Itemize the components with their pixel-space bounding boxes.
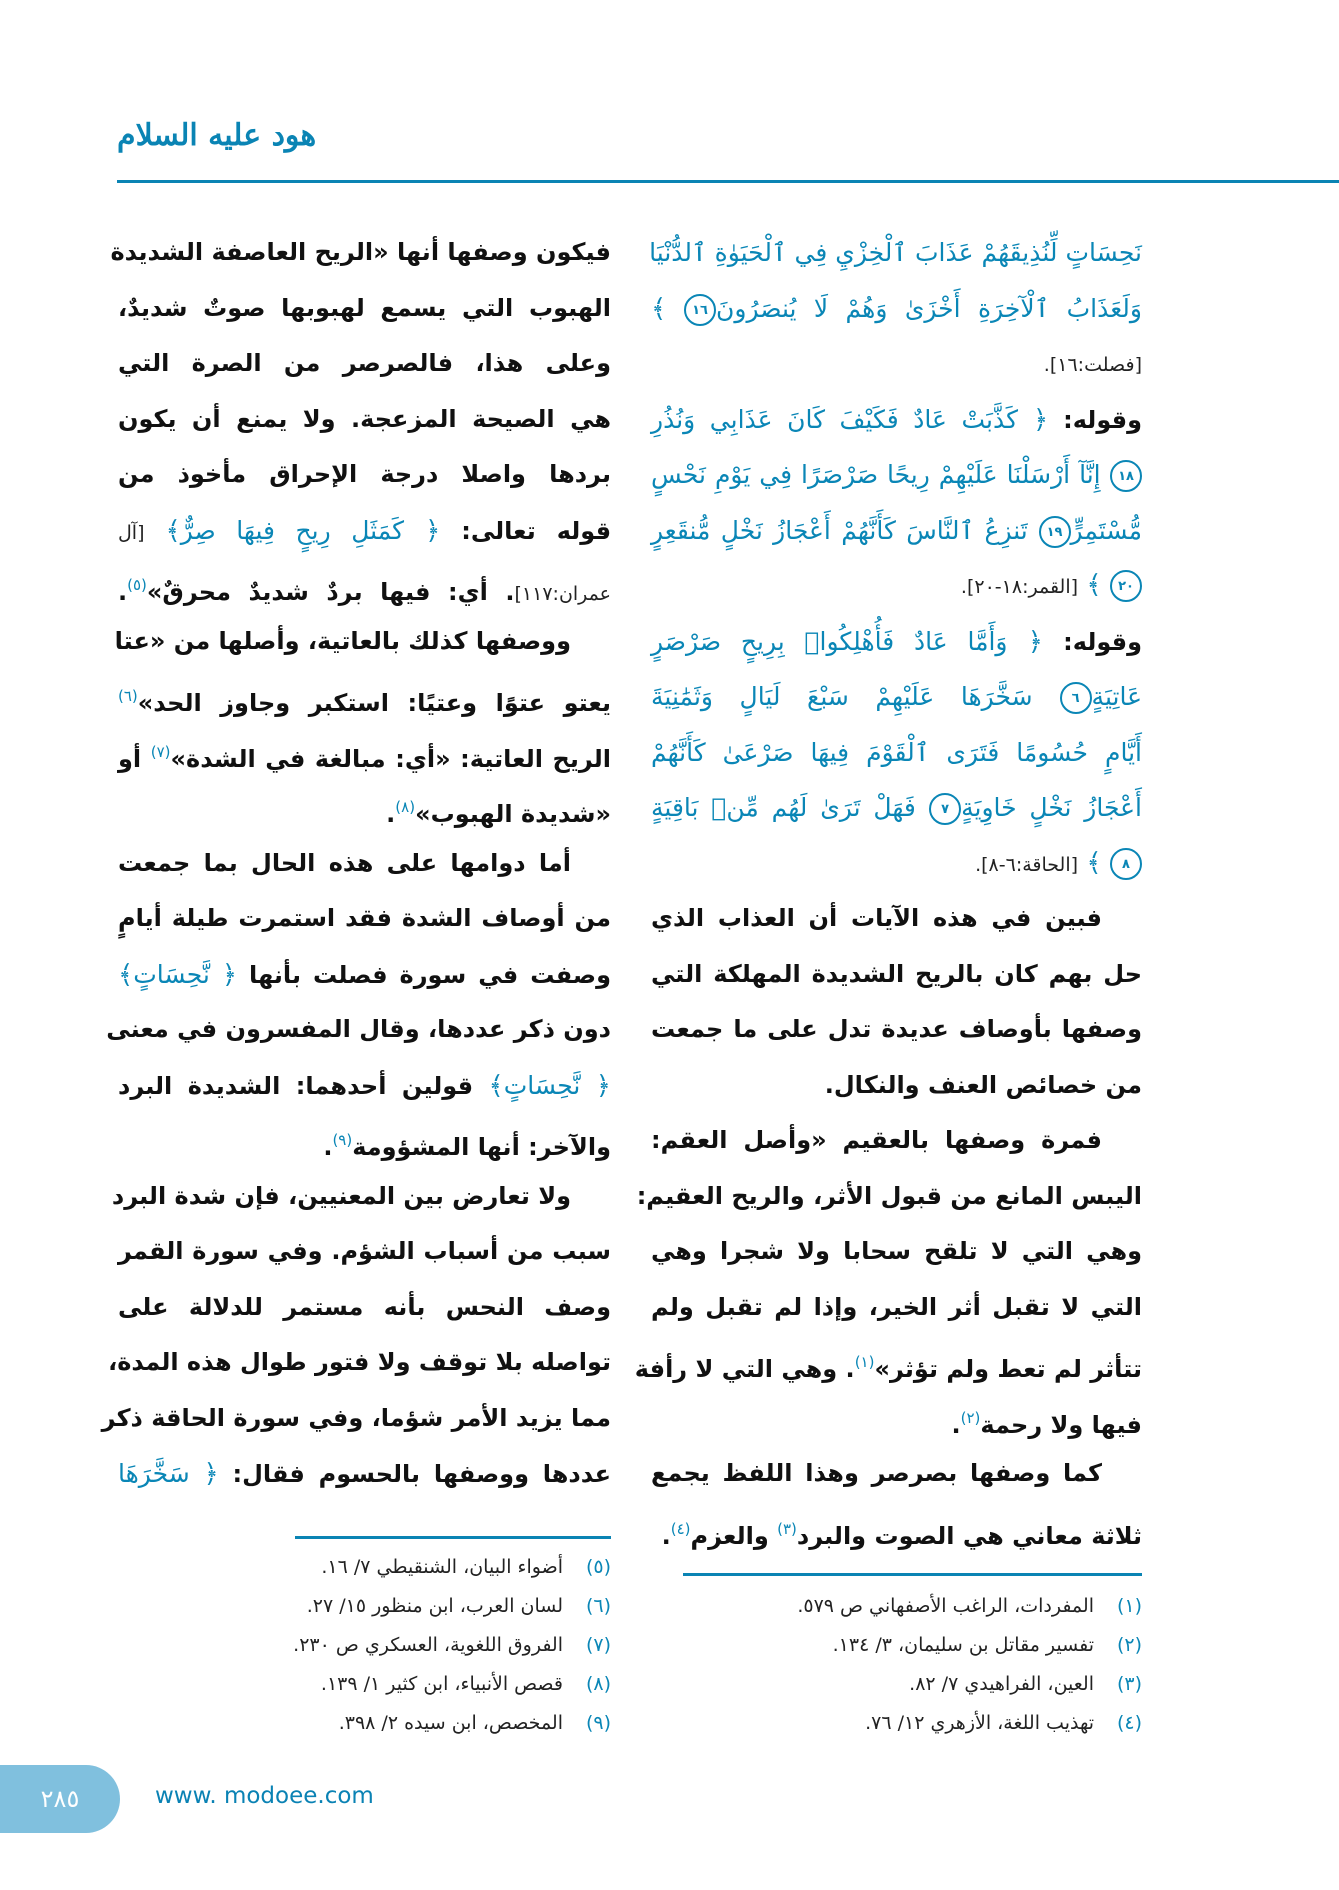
text-line <box>106 1002 611 1058</box>
text-line <box>118 725 611 781</box>
footnote-text: أضواء البيان، الشنقيطي ٧/ ١٦. <box>321 1556 563 1578</box>
footnote-number: (٤) <box>1116 1712 1142 1734</box>
text-line <box>651 836 1142 892</box>
quran-verse-text: كَذَّبَتْ عَادٌ فَكَيْفَ كَانَ عَذَابِي وَنُذُرِ <box>651 404 1018 434</box>
quran-verse-text: فَهَلْ تَرَىٰ لَهُم مِّنۢ بَاقِيَةٍ <box>651 793 916 822</box>
body-text: كما وصفها بصرصر وهذا اللفظ يجمع <box>651 1459 1102 1487</box>
text-line <box>634 1335 1142 1391</box>
footnote-number: (٢) <box>1116 1634 1142 1656</box>
ornate-bracket-icon: ﴿ <box>221 959 238 990</box>
quran-verse-text: سَخَّرَهَا عَلَيْهِمْ سَبْعَ لَيَالٍ وَثَمَٰنِيَةَ <box>651 682 1033 711</box>
verse-reference: [القمر:١٨-٢٠]. <box>960 576 1079 598</box>
body-text: عددها ووصفها بالحسوم فقال: <box>218 1460 611 1488</box>
footnote-number: (٦) <box>585 1595 611 1617</box>
footnote <box>118 1704 611 1743</box>
header-divider <box>117 180 1339 183</box>
text-line <box>651 1391 1142 1447</box>
quran-verse-text: أَعْجَازُ نَخْلٍ خَاوِيَةٍ <box>961 793 1142 822</box>
text-line <box>118 836 611 892</box>
right-text-column <box>634 225 1143 1557</box>
footnote-text: لسان العرب، ابن منظور ١٥/ ٢٧. <box>306 1595 563 1617</box>
ayah-number-marker: ١٦ <box>684 294 716 326</box>
footnote-text: المفردات، الراغب الأصفهاني ص ٥٧٩. <box>797 1595 1094 1617</box>
footnote-marker: (٧) <box>150 742 171 761</box>
text-line <box>118 1113 611 1169</box>
text-line <box>101 1391 611 1447</box>
footnote-marker: (٩) <box>332 1131 353 1149</box>
body-text: تتأثر لم تعط ولم تؤثر» <box>874 1355 1142 1383</box>
body-text: الهبوب التي يسمع لهبوبها صوتٌ شديدٌ، <box>118 293 611 322</box>
body-text: فيها ولا رحمة <box>980 1410 1142 1439</box>
ayah-number-marker: ٨ <box>1110 848 1142 880</box>
body-text: ولا تعارض بين المعنيين، فإن شدة البرد <box>111 1181 571 1210</box>
footnote <box>651 1587 1142 1626</box>
footnote-text: المخصص، ابن سيده ٢/ ٣٩٨. <box>338 1712 563 1734</box>
body-text: الريح العاتية: «أي: مبالغة في الشدة» <box>170 744 611 773</box>
text-line <box>108 1335 611 1391</box>
footnote-marker: (٥) <box>127 576 147 594</box>
text-line <box>118 1058 611 1114</box>
ornate-bracket-icon: ﴿ <box>425 515 441 546</box>
ornate-bracket-icon: ﴿ <box>1027 626 1043 657</box>
body-text: والعزم <box>690 1521 778 1550</box>
ornate-bracket-icon: ﴾ <box>165 515 181 546</box>
ornate-bracket-icon: ﴿ <box>203 1459 219 1489</box>
text-line <box>118 392 611 448</box>
text-line <box>651 281 1142 337</box>
footnote <box>118 1548 611 1587</box>
body-text: وصفها بأوصاف عديدة تدل على ما جمعت <box>651 1015 1142 1043</box>
text-line <box>651 947 1142 1003</box>
footnote-divider-right <box>683 1573 1142 1576</box>
footnote-marker: (٤) <box>670 1519 691 1538</box>
text-line <box>651 392 1142 448</box>
body-text: . <box>386 800 396 828</box>
quran-verse-text: أَيَّامٍ حُسُومًا فَتَرَى ٱلْقَوْمَ فِيهَا صَرْعَىٰ كَأَنَّهُمْ <box>651 737 1142 767</box>
page-number-badge: ٢٨٥ <box>0 1765 120 1833</box>
body-text: تواصله بلا توقف ولا فتور طوال هذه المدة، <box>108 1348 611 1376</box>
footnote-text: الفروق اللغوية، العسكري ص ٢٣٠. <box>293 1634 563 1656</box>
body-text: أو <box>118 744 151 773</box>
quran-verse-text: وَأَمَّا عَادٌ فَأُهْلِكُوا۟ بِرِيحٍ صَرْصَرٍ <box>651 626 1008 656</box>
body-text: قولين أحدهما: الشديدة البرد <box>118 1071 474 1100</box>
body-text: ثلاثة معاني هي الصوت والبرد <box>796 1521 1142 1550</box>
body-text: حل بهم كان بالريح الشديدة المهلكة التي <box>651 959 1142 988</box>
body-text: التي لا تقبل أثر الخير، وإذا لم تقبل ولم <box>651 1292 1142 1321</box>
verse-reference: [آل <box>118 521 145 544</box>
quran-verse-text: نَّحِسَاتٍ <box>133 959 210 989</box>
body-text: سبب من أسباب الشؤم. وفي سورة القمر <box>118 1237 611 1265</box>
text-line <box>651 669 1142 725</box>
footnote-number: (٧) <box>585 1634 611 1656</box>
text-line <box>651 725 1142 781</box>
footnotes-right <box>651 1587 1142 1743</box>
footnotes-left <box>118 1548 611 1743</box>
body-text: بردها واصلا درجة الإحراق مأخوذ من <box>118 460 611 488</box>
text-line <box>651 1002 1142 1058</box>
text-line <box>118 1224 611 1280</box>
text-line <box>651 891 1142 947</box>
quran-verse-text: مُّسْتَمِرٍّ <box>1070 515 1143 545</box>
footnote-text: تهذيب اللغة، الأزهري ١٢/ ٧٦. <box>865 1712 1094 1734</box>
text-line <box>118 281 611 337</box>
body-text: «شديدة الهبوب» <box>415 800 611 828</box>
text-line <box>651 336 1142 392</box>
body-text: من أوصاف الشدة فقد استمرت طيلة أيامٍ <box>118 904 611 932</box>
body-text: فيكون وصفها أنها «الريح العاصفة الشديدة <box>110 238 611 266</box>
verse-reference: عمران:١١٧] <box>514 583 611 605</box>
quran-verse-text: كَمَثَلِ رِيحٍ فِيهَا صِرٌّ <box>180 515 405 545</box>
body-text: . <box>661 1521 671 1550</box>
text-line <box>110 225 611 281</box>
text-line <box>651 447 1142 503</box>
footnote-marker: (٢) <box>960 1408 981 1427</box>
text-line <box>118 947 611 1003</box>
ayah-number-marker: ١٩ <box>1039 516 1071 548</box>
text-line <box>651 1058 1142 1114</box>
body-text: وصف النحس بأنه مستمر للدلالة على <box>118 1292 611 1321</box>
body-text: . أي: فيها بردٌ شديدٌ محرقٌ» <box>146 578 515 606</box>
footnote-text: تفسير مقاتل بن سليمان، ٣/ ١٣٤. <box>832 1634 1094 1656</box>
ayah-number-marker: ٧ <box>929 793 961 825</box>
chapter-title: هود عليه السلام <box>117 118 317 153</box>
text-line <box>118 1446 611 1502</box>
body-text: وعلى هذا، فالصرصر من الصرة التي <box>118 349 611 377</box>
footnote <box>651 1626 1142 1665</box>
quran-verse-text: سَخَّرَهَا <box>118 1459 190 1488</box>
text-line <box>118 669 611 725</box>
text-line <box>651 503 1142 559</box>
text-line <box>118 780 611 836</box>
ornate-bracket-icon: ﴾ <box>1086 570 1102 600</box>
body-text: . <box>323 1133 333 1161</box>
body-text: وهي التي لا تلقح سحابا ولا شجرا وهي <box>651 1237 1142 1265</box>
ornate-bracket-icon: ﴾ <box>651 293 667 324</box>
ayah-number-marker: ١٨ <box>1110 460 1142 492</box>
footnote-number: (٣) <box>1116 1673 1142 1695</box>
verse-reference: [فصلت:١٦]. <box>1043 354 1142 376</box>
footnote-text: العين، الفراهيدي ٧/ ٨٢. <box>909 1673 1094 1695</box>
body-text: ووصفها كذلك بالعاتية، وأصلها من «عتا <box>114 626 571 655</box>
quran-verse-text: إِنَّآ أَرْسَلْنَا عَلَيْهِمْ رِيحًا صَرْصَرًا فِي يَوْمِ نَحْسٍ <box>651 460 1101 489</box>
text-line <box>118 447 611 503</box>
text-line <box>118 558 611 614</box>
footnote <box>651 1704 1142 1743</box>
text-line <box>118 503 611 559</box>
body-text: وصفت في سورة فصلت بأنها <box>237 960 611 989</box>
footnote-text: قصص الأنبياء، ابن كثير ١/ ١٣٩. <box>320 1673 563 1695</box>
website-url[interactable]: www. modoee.com <box>155 1783 374 1809</box>
text-line <box>111 1169 611 1225</box>
body-text: دون ذكر عددها، وقال المفسرون في معنى <box>106 1015 611 1043</box>
footnote-number: (١) <box>1116 1595 1142 1617</box>
footnote-number: (٩) <box>585 1712 611 1734</box>
body-text: فبين في هذه الآيات أن العذاب الذي <box>651 904 1102 932</box>
ornate-bracket-icon: ﴿ <box>595 1070 612 1101</box>
ayah-number-marker: ٦ <box>1060 682 1092 714</box>
left-text-column <box>101 225 612 1502</box>
footnote-number: (٥) <box>585 1556 611 1578</box>
body-text: والآخر: أنها المشؤومة <box>352 1133 611 1161</box>
body-text: مما يزيد الأمر شؤما، وفي سورة الحاقة ذكر <box>101 1403 611 1432</box>
ornate-bracket-icon: ﴾ <box>488 1070 504 1101</box>
ornate-bracket-icon: ﴿ <box>1032 404 1049 435</box>
quran-verse-text: نَّحِسَاتٍ <box>503 1070 581 1100</box>
footnote-marker: (١) <box>854 1353 875 1371</box>
ornate-bracket-icon: ﴾ <box>1086 847 1102 878</box>
text-line <box>114 614 611 670</box>
body-text: من خصائص العنف والنكال. <box>824 1070 1142 1099</box>
ornate-bracket-icon: ﴾ <box>118 959 134 990</box>
footnote-marker: (٦) <box>118 687 138 705</box>
quran-verse-text: نَحِسَاتٍ لِّنُذِيقَهُمْ عَذَابَ ٱلْخِزْيِ فِي ٱلْحَيَوٰةِ ٱلدُّنْيَا <box>649 238 1142 267</box>
body-text: يعتو عتوًا وعتيًا: استكبر وجاوز الحد» <box>137 689 611 717</box>
text-line <box>651 1280 1142 1336</box>
text-line <box>118 891 611 947</box>
text-line <box>651 1502 1142 1558</box>
verse-reference: [الحاقة:٦-٨]. <box>975 853 1079 876</box>
text-line <box>118 336 611 392</box>
text-line <box>651 1446 1142 1502</box>
text-line <box>651 1224 1142 1280</box>
text-line <box>651 780 1142 836</box>
text-line <box>651 225 1142 281</box>
quran-verse-text: وَلَعَذَابُ ٱلْآخِرَةِ أَخْزَىٰ وَهُمْ لَا يُنصَرُونَ <box>716 293 1142 323</box>
footnote <box>118 1587 611 1626</box>
body-text: اليبس المانع من قبول الأثر، والريح العقيم: <box>636 1181 1142 1210</box>
text-line <box>636 1169 1142 1225</box>
body-text: وقوله: <box>1048 405 1143 434</box>
footnote-divider-left <box>295 1536 611 1539</box>
body-text: . وهي التي لا رأفة <box>634 1355 855 1383</box>
footnote-marker: (٨) <box>395 798 416 816</box>
text-line <box>651 1113 1142 1169</box>
quran-verse-text: تَنزِعُ ٱلنَّاسَ كَأَنَّهُمْ أَعْجَازُ نَخْلٍ مُّنقَعِرٍ <box>651 515 1028 545</box>
footnote-number: (٨) <box>585 1673 611 1695</box>
body-text: هي الصيحة المزعجة. ولا يمنع أن يكون <box>118 404 611 433</box>
footnote <box>118 1626 611 1665</box>
footnote <box>118 1665 611 1704</box>
body-text: فمرة وصفها بالعقيم «وأصل العقم: <box>651 1126 1102 1154</box>
footnote <box>651 1665 1142 1704</box>
ayah-number-marker: ٢٠ <box>1110 570 1142 602</box>
body-text: قوله تعالى: <box>440 516 612 545</box>
body-text: وقوله: <box>1042 627 1143 656</box>
text-line <box>651 614 1142 670</box>
text-line <box>118 1280 611 1336</box>
quran-verse-text: عَاتِيَةٍ <box>1091 682 1142 711</box>
footnote-marker: (٣) <box>777 1519 797 1538</box>
text-line <box>651 558 1142 614</box>
body-text: . <box>118 578 128 606</box>
body-text: . <box>951 1410 961 1439</box>
body-text: أما دوامها على هذه الحال بما جمعت <box>118 848 571 877</box>
